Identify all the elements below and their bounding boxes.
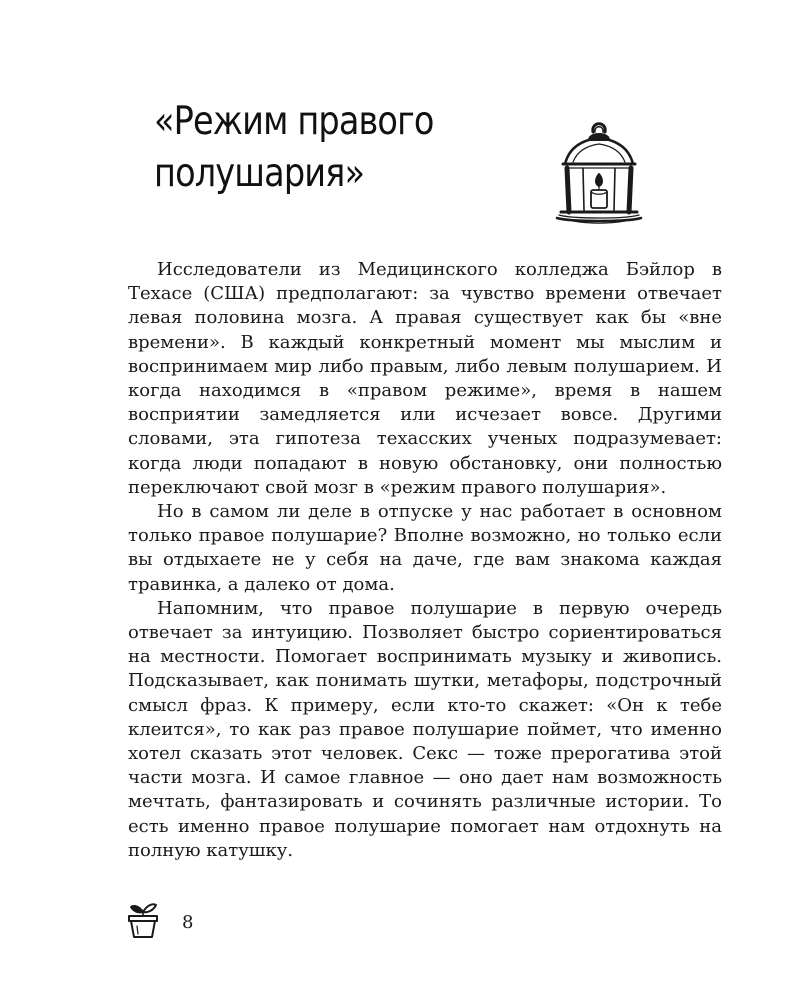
page-number: 8 (182, 912, 194, 933)
paragraph-2: Но в самом ли деле в отпуске у нас работает в основном только правое полушарие? Вполне возможно, но только если вы отдыхаете не у себя на даче, где вам знакома каждая травинка, а далеко от дома. (128, 501, 722, 595)
chapter-title-line-1: «Режим правого (154, 99, 434, 144)
article-body (128, 258, 722, 863)
chapter-title-line-2: полушария» (154, 151, 365, 196)
paragraph-1: Исследователи из Медицинского колледжа Бэйлор в Техасе (США) предполагают: за чувство времени отвечает левая половина мозга. А правая существует как бы «вне времени». В каждый конкретный момент мы мыслим и воспринимаем мир либо правым, либо левым полушарием. И когда находимся в «правом режиме», время в нашем восприятии замедляется или исчезает вовсе. Другими словами, эта гипотеза техасских ученых подразумевает: когда люди попадают в новую обстановку, они полностью переключают свой мозг в «режим правого полушария». (128, 259, 722, 498)
lantern-icon (551, 118, 647, 226)
plant-pot-icon (126, 898, 160, 940)
chapter-title (154, 96, 498, 200)
paragraph-3: Напомним, что правое полушарие в первую очередь отвечает за интуицию. Позволяет быстро сориентироваться на местности. Помогает воспринимать музыку и живопись. Подсказывает, как понимать шутки, метафоры, подстрочный смысл фраз. К примеру, если кто-то скажет: «Он к тебе клеится», то как раз правое полушарие поймет, что именно хотел сказать этот человек. Секс — тоже прерогатива этой части мозга. И самое главное — оно дает нам возможность мечтать, фантазировать и сочинять различные истории. То есть именно правое полушарие помогает нам отдохнуть на полную катушку. (128, 597, 722, 861)
